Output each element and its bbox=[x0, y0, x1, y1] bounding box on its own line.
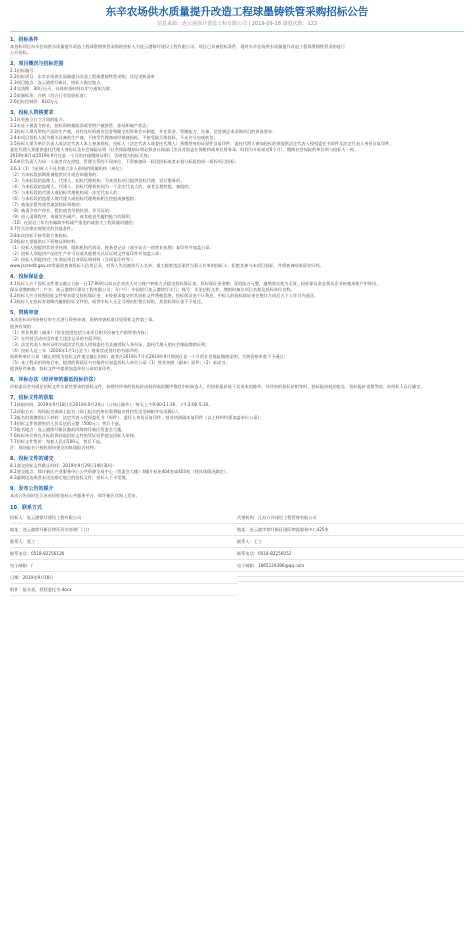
notice-section bbox=[10, 109, 464, 269]
contact-right-line: 地址：连云港市徐圩新区国际物流服务中心425室 bbox=[237, 526, 329, 532]
contact-left-line: 电子邮箱：/ bbox=[10, 562, 33, 568]
contact-divider bbox=[237, 581, 464, 582]
section-line: 8.1递交投标文件截止时间：2019年9月29日14时30分； bbox=[10, 463, 118, 469]
page-meta: 信息来源：连云港徐圩建设工程有限公司 | 2019-09-18 浏览次数：122 bbox=[156, 21, 318, 27]
section-line: 3.8本次招标不接受联合体投标。 bbox=[10, 232, 72, 238]
section-line: 4.3投标人在投标有效期内撤销投标文件的，或者中标人无正当理由拒签合同的，其投标保证金不予退还。 bbox=[10, 299, 206, 305]
section-line: 4.2投标人应当按照招标文件要求提交投标保证金，未按要求提交的其投标文件将被拒绝，投标保证金不计利息，中标人的投标保证金在签订合同后五个工作日内退还。 bbox=[10, 293, 319, 299]
section-line: （1）投标人须提供其营业执照、组织机构代码证、税务登记证（或多证合一的营业执照）复印件并加盖公章； bbox=[10, 244, 214, 250]
section-line: 2019年8月或2019年9月任意一个月的社保缴纳证明），否则视为投标无效； bbox=[10, 153, 152, 159]
section-line: www.jscredit.gov.cn等渠道查询投标人信用记录，对列入失信被执行人名单、重大税收违法案件当事人名单的投标人，拒绝其参与本项目投标，并将查询结果留存归档。 bbox=[10, 263, 324, 268]
contact-right-line: 联系人：王工 bbox=[237, 538, 263, 544]
contact-left-line: 招标人：连云港徐圩建设工程有限公司 bbox=[10, 514, 82, 520]
section-line: 4.1投标人应于投标文件递交截止日前一日17:00时以前以企业法人对公账户转账方式提交投标保证金，投标保证金金额：壹拾陆万元整，逾期递交视为无效，投标保证金必须从企业的基本账户中转出。 bbox=[10, 281, 381, 287]
section-heading: 10、联系方式 bbox=[10, 504, 42, 511]
section-line: （2）在经营活动中没有重大违法记录的书面声明； bbox=[10, 335, 105, 341]
section-line: 8.2递交地点：徐圩新区产业服务中心公共资源交易中心（管委会大楼）4楼开标室404室或403室（视具体情况确定）。 bbox=[10, 469, 231, 475]
section-line: 本次招标采用资格后审方式进行资格审查，资格审查标准详见招标文件第三章。 bbox=[10, 317, 157, 323]
contact-divider bbox=[10, 583, 237, 584]
section-line: 3.5投标人须为单位负责人或法定代表人本人参加投标，投标人（法定代表人或委托代理人）须携带身份证原件及复印件，委托代理人参加投标的须提供法定代表人授权委托书原件及法定代表人身份证复印件， bbox=[10, 141, 394, 147]
section-line: 委托代理人须提供委托代理人身份证及社会保险证明（社会保险缴纳证明必须由社保部门出具并加盖社保机构或单位财务章，时间为开标前近6个月），缴纳社会保险的单位须与投标人一致； bbox=[10, 147, 359, 153]
contact-divider bbox=[237, 547, 464, 548]
section-heading: 7、招标文件的获取 bbox=[10, 395, 54, 402]
section-line: （4）为本标段的监理人、代建人、招标代理机构同为一个法定代表人的，或者互相控股、参股的； bbox=[10, 183, 193, 189]
notice-section bbox=[10, 455, 464, 481]
contact-right-line: 联系电话：0518-82256052 bbox=[237, 550, 292, 556]
notice-section bbox=[10, 309, 464, 372]
contact-right-column bbox=[237, 514, 464, 598]
section-line: 8.3逾期送达或者未送达指定地点的投标文件，招标人不予受理。 bbox=[10, 475, 130, 481]
section-line: （7）被依法暂停或者取消投标资格的； bbox=[10, 202, 84, 208]
section-line: 2.3项目地点：连云港徐圩新区，招标人指定地点 bbox=[10, 80, 101, 86]
section-heading: 5、资格审查 bbox=[10, 310, 39, 317]
contact-left-line: 联系人：聂工 bbox=[10, 538, 36, 544]
notice-body bbox=[10, 36, 464, 500]
section-line: （3）法定代表人身份证明书或法定代表人授权委托书及被授权人身份证、委托代理人的社会保险缴纳证明； bbox=[10, 341, 210, 347]
section-line: 3.6.1（1）为招标人不具有独立法人资格的附属机构（单位）； bbox=[10, 165, 126, 171]
section-line: 3.9投标人须提供以下资格证明材料： bbox=[10, 238, 80, 244]
notice-section bbox=[10, 485, 464, 499]
contact-divider bbox=[10, 559, 237, 560]
section-line: 7.5报名地点：连云港徐圩新区港前四路徐圩新区管委会大楼。 bbox=[10, 426, 126, 432]
section-line: 7.6投标单位须在开标前将获取招标文件的凭证原件提交招标人审核。 bbox=[10, 432, 139, 438]
section-line: （9）进入清算程序，或被宣告破产，或其他丧失履约能力的情形； bbox=[10, 214, 135, 220]
contact-left-line: 日期：2019年9月18日 bbox=[10, 574, 54, 580]
section-line: （3）投标人须提供近三年类似项目业绩证明材料（合同复印件等）； bbox=[10, 256, 137, 262]
section-line: 3.3投标人须为所投产品的生产商，具有良好的商业信誉和健全的财务会计制度，并在资金、管理能力、设备、信誉满足本采购项目的供货要求； bbox=[10, 128, 277, 134]
section-heading: 1、招标条件 bbox=[10, 37, 39, 43]
contact-divider bbox=[10, 523, 237, 524]
contact-right-line: 代理机构：江苏方洋建设工程管理有限公司 bbox=[237, 514, 317, 520]
section-line: 本招标项目东辛农场供水质量提升改造工程球墨铸铁管采购的招标人为连云港徐圩建设工程有限公司。项目已具备招标条件，现对东辛农场供水质量提升改造工程球墨铸铁管采购进行 bbox=[10, 44, 346, 49]
section-line: （2）投标人须提供产品的生产许可证或其他相关认证证明文件复印件并加盖公章； bbox=[10, 250, 164, 256]
section-line: （5）与本标段的代建人或招标代理机构同一法定代表人的； bbox=[10, 189, 122, 195]
section-heading: 9、发布公告的媒介 bbox=[10, 486, 54, 493]
section-line: （4）投标人近三年（2016年1月1日至今）财务状况良好的书面声明； bbox=[10, 347, 142, 353]
section-line: 2.2招标项目：东辛农场供水质量提升改造工程球墨铸铁管采购，详见采购清单 bbox=[10, 74, 155, 80]
section-heading: 6、评标办法（经评审的最低投标价法） bbox=[10, 377, 99, 384]
section-line: （5）本工程采用资格后审，提供的资质证书扫描件应加盖投标人单位公章（1）营业执照（副本）原件；（2）承诺书； bbox=[10, 360, 230, 366]
section-line: （10）在最近三年内有骗取中标或严重违约或重大工程质量问题的； bbox=[10, 220, 137, 226]
section-line: 2.4交货期：30日历天，具体供货时间以甲方通知为准； bbox=[10, 86, 115, 92]
section-line: 2.5质量标准：合格（符合行业验收标准）； bbox=[10, 92, 90, 98]
section-line: 3.1具有独立订立合同的能力； bbox=[10, 116, 67, 122]
contact-divider bbox=[237, 535, 464, 536]
section-line: 7.3报名时需携带以下材料：法定代表人授权委托书（原件）、委托人身份证复印件、营业执照副本复印件（以上材料均须加盖单位公章）。 bbox=[10, 414, 264, 420]
section-line: 7.4招标文件每套售价人民币伍佰元整（500元），售后不退。 bbox=[10, 420, 124, 426]
contact-divider bbox=[237, 559, 464, 560]
section-line: 注：现场报名只接收现场递交的纸质报名材料。 bbox=[10, 445, 98, 451]
notice-section bbox=[10, 394, 464, 451]
section-line: 2.6招标控制价：810万元 bbox=[10, 98, 59, 104]
section-line: 提供有效的： bbox=[10, 323, 36, 329]
section-heading: 4、投标保证金 bbox=[10, 274, 44, 281]
contact-left-line: 联系电话：0518-82256126 bbox=[10, 550, 65, 556]
contact-left-column bbox=[10, 514, 237, 598]
section-heading: 3、投标人资格要求 bbox=[10, 109, 54, 116]
section-line: 评标委员会对满足招标文件实质性要求的投标文件，按照经评审的投标价由低到高的顺序推荐中标候选人，但投标报价低于其成本的除外。经评审的投标价相等时，投标报价低的优先；投标报价也相等的，由招标人自行确定。 bbox=[10, 384, 425, 390]
notice-section bbox=[10, 273, 464, 305]
section-line: 3.7符合法律法规规定的其他条件。 bbox=[10, 226, 76, 232]
section-line: （8）被责令停产停业、暂扣或者吊销执照、许可证的； bbox=[10, 208, 114, 214]
section-line: 2.1招标编号： bbox=[10, 68, 38, 74]
contact-table bbox=[10, 514, 464, 598]
section-heading: 2、项目概况与招标范围 bbox=[10, 61, 64, 68]
contact-divider bbox=[10, 571, 237, 572]
contact-divider bbox=[10, 595, 237, 596]
notice-section bbox=[10, 36, 464, 56]
section-line: 3.2未处于被责令停业，投标资格被取消或者财产被接管、冻结和破产状态； bbox=[10, 122, 151, 128]
section-line: （1）营业执照（副本）（营业范围包括与本项目相关设备生产销售等内容）； bbox=[10, 329, 151, 335]
contact-left-line: 地址：连云港徐圩新区徐圩河水处理厂门口 bbox=[10, 526, 90, 532]
section-heading: 8、投标文件的递交 bbox=[10, 456, 54, 463]
section-line: （3）为本标段的监理人、代建人、招标代理机构，为本招标项目提供招标代理、设计服务的； bbox=[10, 177, 185, 183]
title-divider bbox=[10, 31, 464, 32]
contact-divider bbox=[10, 535, 237, 536]
contact-divider bbox=[10, 547, 237, 548]
section-line: 7.2获取方式：现场报名或网上报名（网上报名的单位需将报名材料发送至邮箱并电话确认）。 bbox=[10, 408, 183, 414]
contact-section bbox=[10, 504, 464, 598]
section-line: （6）与本标段的监理人或代建人或招标代理机构相互控股或参股的； bbox=[10, 195, 139, 201]
contact-left-line: 附件：报名表、授权委托书.docx bbox=[10, 586, 72, 592]
contact-divider bbox=[237, 571, 464, 572]
section-line: 3.4本项目招标人须为相关设备的生产商，不接受代理商或经销商投标，不接受联合体投标，不允许分包或转包； bbox=[10, 135, 218, 141]
section-line: 本次公告同时在江苏省招标投标公共服务平台、徐圩新区官网上发布。 bbox=[10, 493, 140, 499]
section-line: 机构和单位公章（截止时间为投标文件递交截止时间）或者在2019年7月至2019年9月期间任意一个月的社会保险缴纳证明，否则资格审查不予通过； bbox=[10, 354, 288, 360]
section-line: 7.1获取时间：2019年9月18日至2019年9月24日（公休日除外），每天上午9:00-11:30，下午2:00-5:30。 bbox=[10, 402, 213, 408]
section-line: 7.7招标文件售价：每套人民币500元，售后不退。 bbox=[10, 438, 105, 444]
contact-divider bbox=[237, 576, 464, 577]
notice-section bbox=[10, 376, 464, 390]
section-line: （2）为本标段前期准备提供设计或咨询服务的； bbox=[10, 171, 101, 177]
section-line: 3.6单位负责人为同一人或者存在控股、管理关系的不同单位，不得参加同一标段投标或者未划分标段的同一招标项目投标； bbox=[10, 159, 239, 165]
page-title: 东辛农场供水质量提升改造工程球墨铸铁管采购招标公告 bbox=[105, 6, 369, 18]
contact-right-line: 电子邮箱：1665129386@qq.com bbox=[237, 562, 305, 568]
section-line: 提供原件备查，投标文件中提供加盖单位公章的复印件。 bbox=[10, 366, 115, 372]
section-line: 保证金缴纳账户：户名：连云港徐圩建设工程有限公司；开户行：中国银行连云港徐圩支行；账号：详见招标文件，缴纳时备注项目名称及投标单位名称。 bbox=[10, 287, 295, 293]
contact-divider bbox=[237, 523, 464, 524]
section-line: 公开招标。 bbox=[10, 50, 31, 56]
notice-section bbox=[10, 60, 464, 105]
